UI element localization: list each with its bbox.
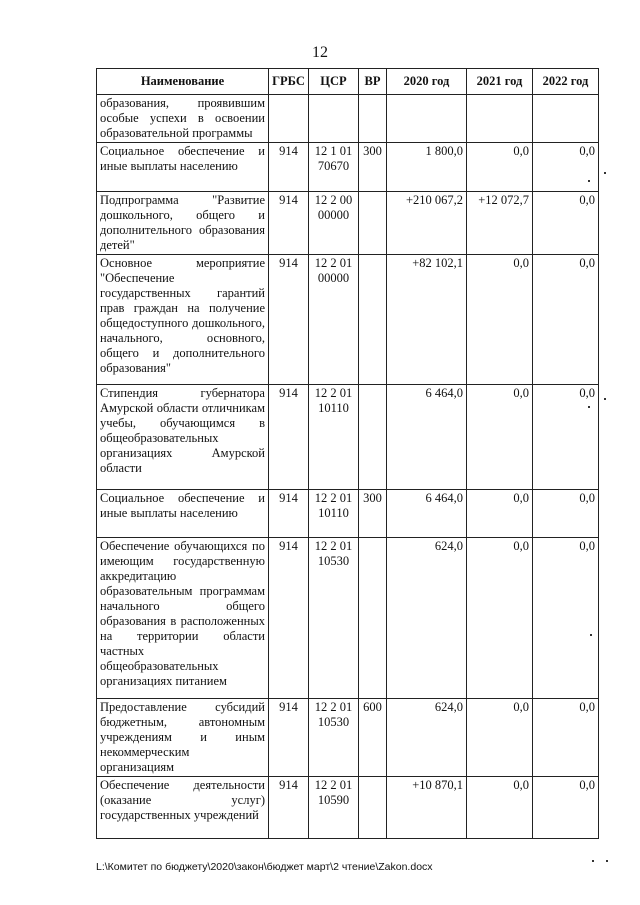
cell-2021: 0,0 (467, 490, 533, 538)
scan-speck (604, 172, 606, 174)
cell-name: Основное мероприятие "Обеспечение государственных гарантий прав граждан на получение общедоступного дошкольного, начального, основного, общего и дополнительного образования" (97, 255, 269, 385)
header-grbs: ГРБС (269, 69, 309, 95)
cell-name: Подпрограмма "Развитие дошкольного, общего и дополнительного образования детей" (97, 192, 269, 255)
cell-grbs: 914 (269, 143, 309, 192)
cell-2021: 0,0 (467, 699, 533, 777)
scan-speck (606, 860, 608, 862)
cell-vr (359, 95, 387, 143)
cell-2020: 1 800,0 (387, 143, 467, 192)
cell-csr: 12 2 01 10530 (309, 699, 359, 777)
cell-grbs: 914 (269, 490, 309, 538)
header-name: Наименование (97, 69, 269, 95)
cell-2022: 0,0 (533, 490, 599, 538)
cell-grbs: 914 (269, 777, 309, 839)
table-row (97, 95, 599, 143)
cell-2022: 0,0 (533, 699, 599, 777)
table-row (97, 490, 599, 538)
cell-csr: 12 2 01 10110 (309, 385, 359, 490)
table-row (97, 385, 599, 490)
table-row (97, 538, 599, 699)
cell-2020: 624,0 (387, 538, 467, 699)
cell-vr (359, 538, 387, 699)
cell-csr: 12 1 01 70670 (309, 143, 359, 192)
cell-csr: 12 2 01 00000 (309, 255, 359, 385)
table-row (97, 777, 599, 839)
header-2022: 2022 год (533, 69, 599, 95)
header-2020: 2020 год (387, 69, 467, 95)
table-row (97, 699, 599, 777)
header-2021: 2021 год (467, 69, 533, 95)
cell-csr: 12 2 00 00000 (309, 192, 359, 255)
cell-2022: 0,0 (533, 255, 599, 385)
cell-2021: 0,0 (467, 255, 533, 385)
cell-2020: +10 870,1 (387, 777, 467, 839)
cell-2021: +12 072,7 (467, 192, 533, 255)
cell-2022: 0,0 (533, 538, 599, 699)
page-number: 12 (312, 44, 328, 61)
cell-2021: 0,0 (467, 538, 533, 699)
cell-csr (309, 95, 359, 143)
cell-2020: 6 464,0 (387, 490, 467, 538)
cell-2022: 0,0 (533, 192, 599, 255)
cell-name: Социальное обеспечение и иные выплаты населению (97, 490, 269, 538)
cell-name: Обеспечение обучающихся по имеющим государственную аккредитацию образовательным программам начального общего образования в расположенных на территории области частных общеобразовательных организациях питанием (97, 538, 269, 699)
cell-2021 (467, 95, 533, 143)
cell-name: образования, проявившим особые успехи в освоении образовательной программы (97, 95, 269, 143)
table-row (97, 255, 599, 385)
cell-grbs: 914 (269, 699, 309, 777)
cell-2022: 0,0 (533, 143, 599, 192)
cell-vr: 300 (359, 490, 387, 538)
scan-speck (592, 860, 594, 862)
scan-speck (588, 180, 590, 182)
cell-csr: 12 2 01 10590 (309, 777, 359, 839)
header-csr: ЦСР (309, 69, 359, 95)
cell-2022: 0,0 (533, 385, 599, 490)
budget-table (96, 68, 599, 839)
scan-speck (604, 398, 606, 400)
cell-name: Обеспечение деятельности (оказание услуг) государственных учреждений (97, 777, 269, 839)
table-header-row (97, 69, 599, 95)
cell-2020: +210 067,2 (387, 192, 467, 255)
table-row (97, 143, 599, 192)
cell-2021: 0,0 (467, 143, 533, 192)
cell-grbs: 914 (269, 385, 309, 490)
cell-grbs (269, 95, 309, 143)
cell-name: Стипендия губернатора Амурской области отличникам учебы, обучающимся в общеобразовательных организациях Амурской области (97, 385, 269, 490)
cell-2020: 6 464,0 (387, 385, 467, 490)
scan-speck (590, 634, 592, 636)
cell-vr (359, 777, 387, 839)
cell-vr: 300 (359, 143, 387, 192)
cell-2020: 624,0 (387, 699, 467, 777)
scan-speck (588, 406, 590, 408)
cell-2021: 0,0 (467, 777, 533, 839)
cell-name: Социальное обеспечение и иные выплаты населению (97, 143, 269, 192)
footer-file-path: L:\Комитет по бюджету\2020\закон\бюджет март\2 чтение\Zakon.docx (96, 861, 433, 873)
table-row (97, 192, 599, 255)
cell-grbs: 914 (269, 255, 309, 385)
cell-vr (359, 385, 387, 490)
cell-2022: 0,0 (533, 777, 599, 839)
cell-2022 (533, 95, 599, 143)
cell-vr (359, 255, 387, 385)
cell-vr: 600 (359, 699, 387, 777)
cell-csr: 12 2 01 10110 (309, 490, 359, 538)
cell-csr: 12 2 01 10530 (309, 538, 359, 699)
cell-2020 (387, 95, 467, 143)
cell-2020: +82 102,1 (387, 255, 467, 385)
cell-name: Предоставление субсидий бюджетным, автономным учреждениям и иным некоммерческим организациям (97, 699, 269, 777)
header-vr: ВР (359, 69, 387, 95)
cell-grbs: 914 (269, 538, 309, 699)
cell-vr (359, 192, 387, 255)
cell-grbs: 914 (269, 192, 309, 255)
cell-2021: 0,0 (467, 385, 533, 490)
